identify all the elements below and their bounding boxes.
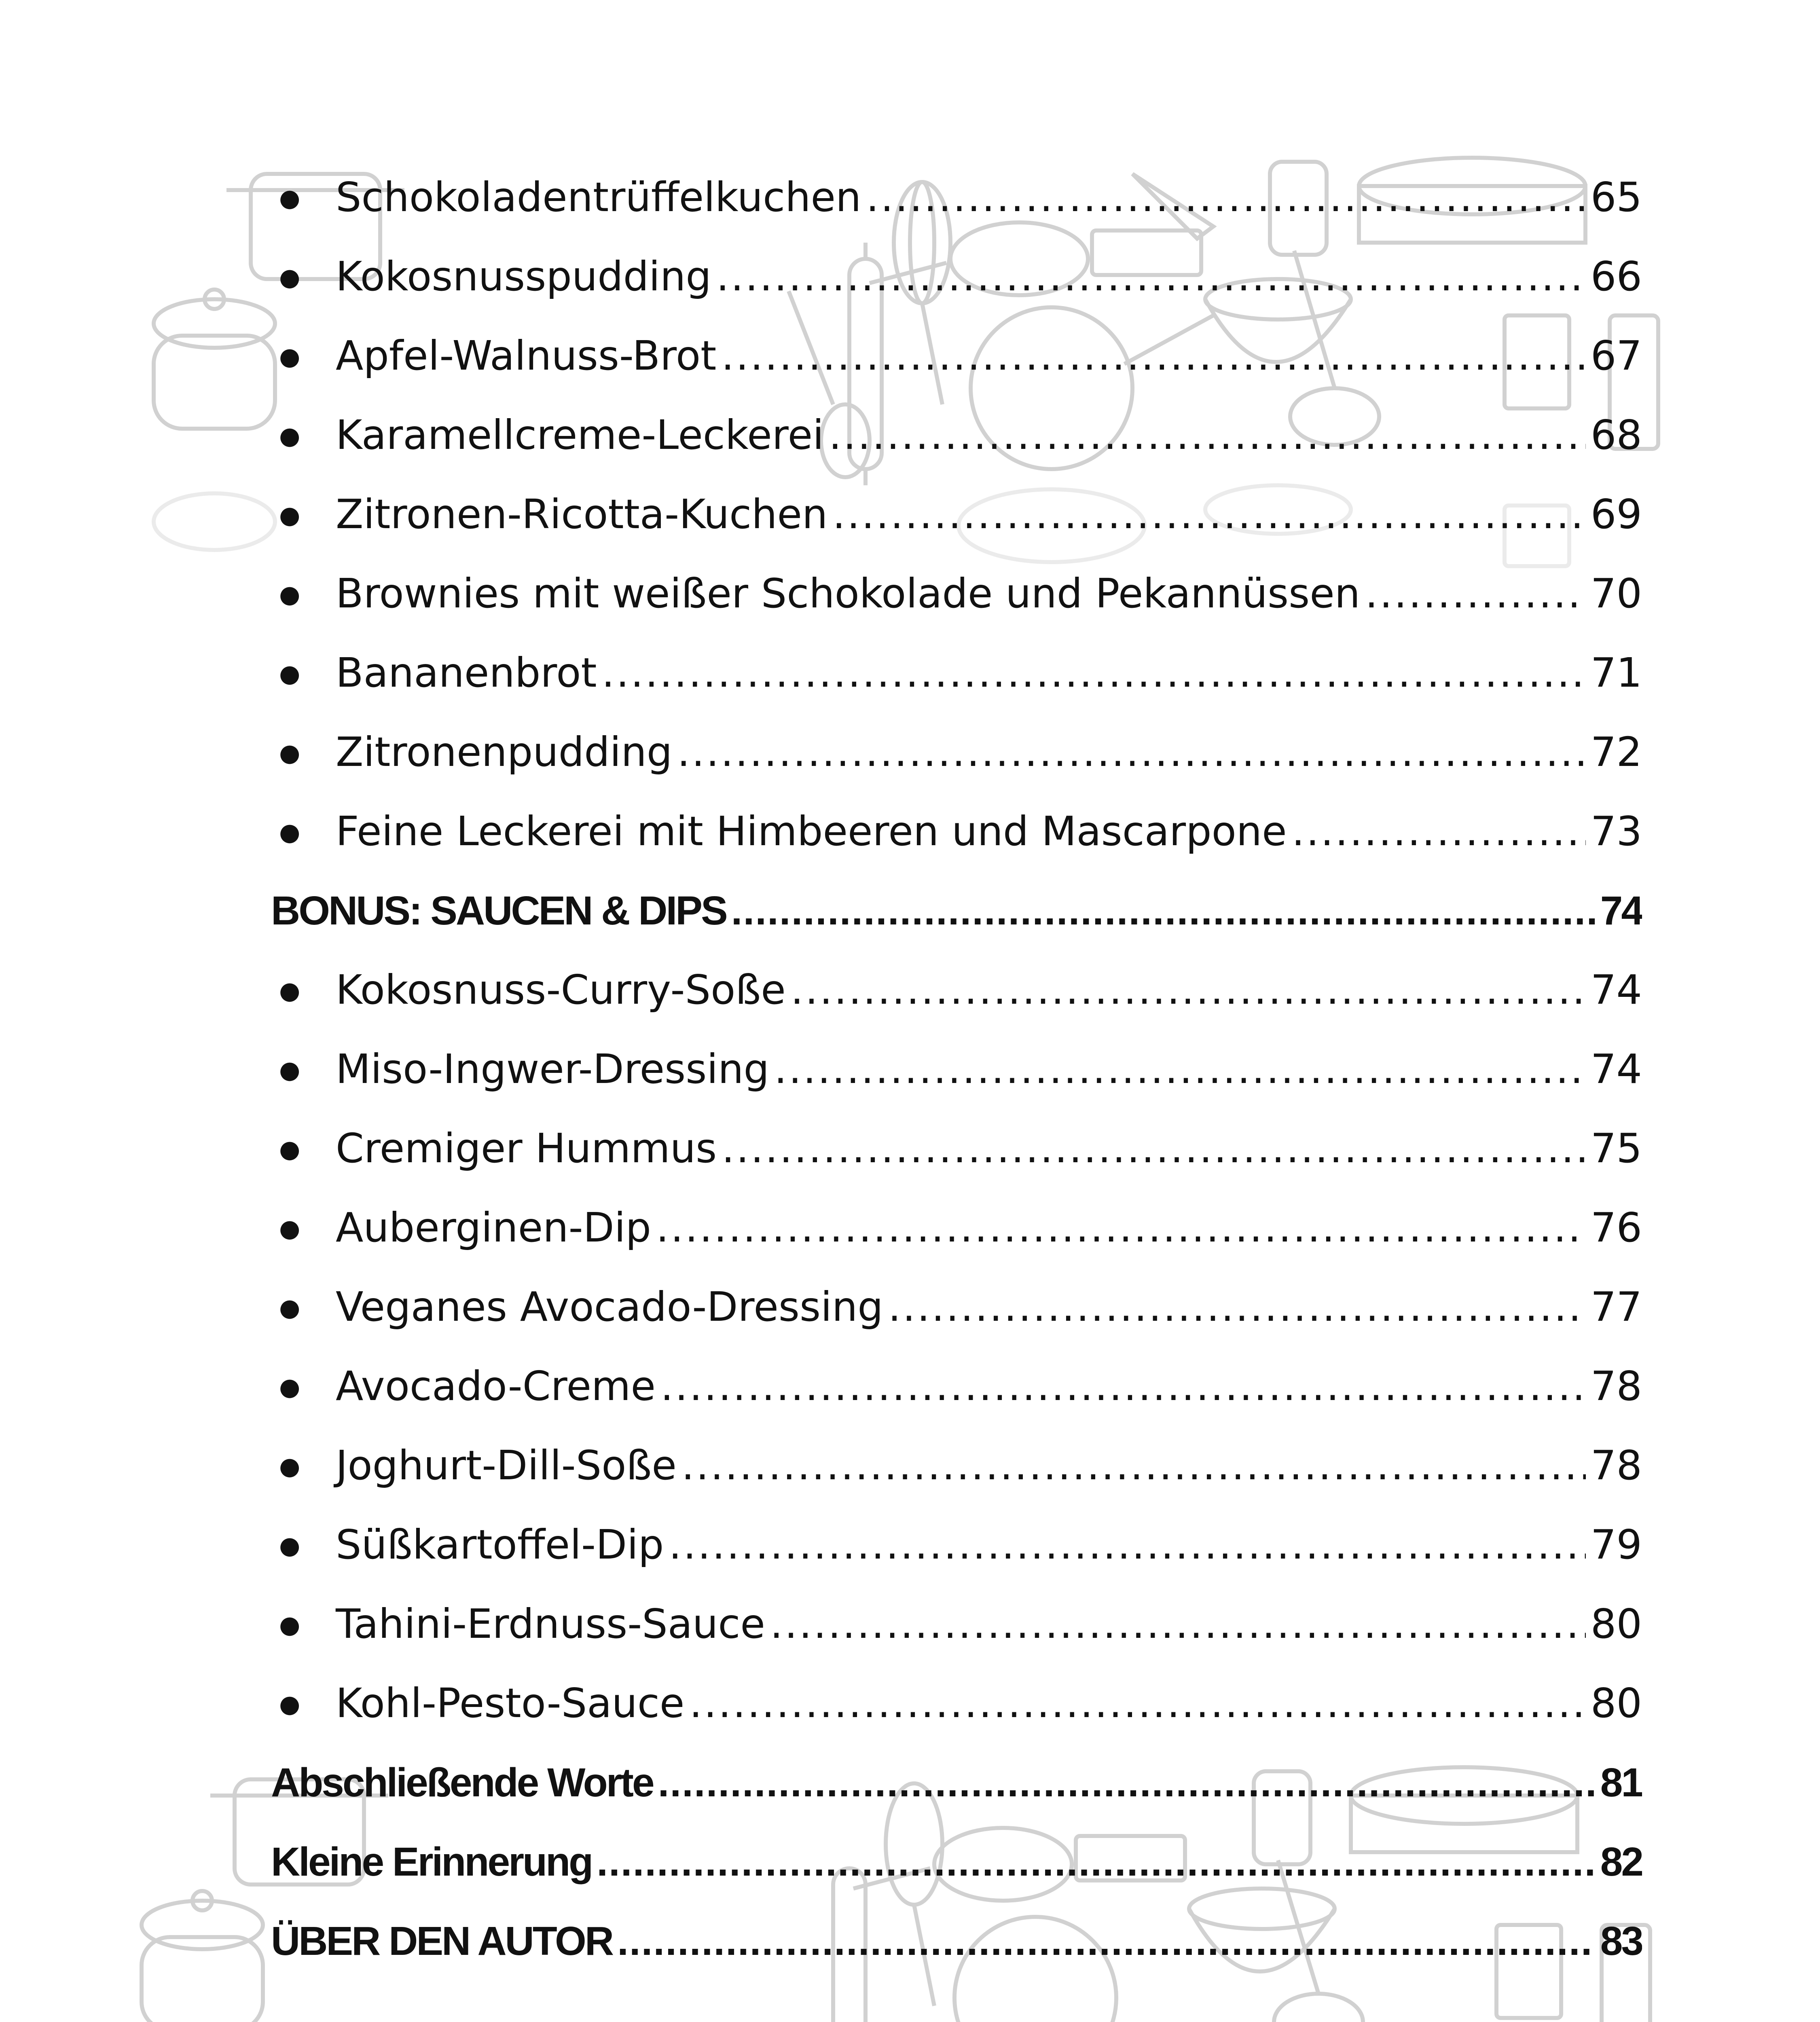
toc-page-number: 68	[1590, 411, 1642, 459]
toc-entry-label: Avocado-Creme	[336, 1362, 656, 1410]
toc-page-number: 83	[1600, 1918, 1642, 1964]
dot-leader	[770, 1584, 1586, 1664]
toc-page-number: 69	[1590, 491, 1642, 538]
bullet-icon: ●	[279, 1214, 301, 1243]
toc-entry-label: ÜBER DEN AUTOR	[271, 1918, 613, 1964]
toc-page-number: 78	[1590, 1362, 1642, 1410]
toc-page-number: 73	[1590, 808, 1642, 855]
toc-entry-label: BONUS: SAUCEN & DIPS	[271, 888, 726, 933]
dot-leader	[774, 1030, 1586, 1109]
toc-entry[interactable]	[271, 950, 1642, 1030]
toc-entry-label: Süßkartoffel-Dip	[336, 1521, 664, 1568]
bullet-icon: ●	[279, 1531, 301, 1560]
toc-entry-label: Kokosnusspudding	[336, 253, 711, 300]
toc-entry[interactable]	[271, 1267, 1642, 1347]
toc-page-number: 67	[1590, 332, 1642, 379]
toc-entry[interactable]	[271, 475, 1642, 554]
dot-leader	[721, 316, 1585, 396]
toc-entry-label: Abschließende Worte	[271, 1760, 653, 1805]
toc-page-number: 70	[1590, 570, 1642, 617]
toc-entry-label: Apfel-Walnuss-Brot	[336, 332, 717, 379]
toc-entry[interactable]	[271, 1030, 1642, 1109]
toc-entry-label: Auberginen-Dip	[336, 1204, 652, 1251]
bullet-icon: ●	[279, 263, 301, 292]
toc-page-number: 71	[1590, 649, 1642, 696]
toc-entry[interactable]	[271, 396, 1642, 475]
dot-leader	[832, 475, 1585, 554]
dot-leader	[656, 1188, 1586, 1267]
dot-leader	[722, 1109, 1586, 1188]
toc-page-number: 80	[1590, 1679, 1642, 1727]
toc-entry[interactable]	[271, 1347, 1642, 1426]
toc-entry-label: Brownies mit weißer Schokolade und Pekannüssen	[336, 570, 1361, 617]
toc-entry-label: Joghurt-Dill-Soße	[336, 1442, 677, 1489]
bullet-icon: ●	[279, 1373, 301, 1401]
toc-entry-label: Bananenbrot	[336, 649, 597, 696]
toc-entry-label: Zitronenpudding	[336, 728, 673, 776]
dot-leader	[866, 158, 1585, 237]
dot-leader	[658, 1743, 1596, 1822]
toc-section-entry[interactable]	[271, 1822, 1642, 1901]
toc-entry-label: Karamellcreme-Leckerei	[336, 411, 824, 459]
toc-entry[interactable]	[271, 316, 1642, 396]
toc-page-number: 75	[1590, 1125, 1642, 1172]
dot-leader	[669, 1505, 1585, 1584]
dot-leader	[1292, 792, 1586, 871]
toc-page-number: 80	[1590, 1600, 1642, 1648]
bullet-icon: ●	[279, 1294, 301, 1322]
dot-leader	[660, 1347, 1586, 1426]
toc-entry[interactable]	[271, 237, 1642, 316]
bullet-icon: ●	[279, 343, 301, 371]
toc-page-number: 76	[1590, 1204, 1642, 1251]
toc-entry[interactable]	[271, 633, 1642, 713]
bullet-icon: ●	[279, 1452, 301, 1481]
toc-page-number: 77	[1590, 1283, 1642, 1330]
bullet-icon: ●	[279, 580, 301, 609]
dot-leader	[716, 237, 1586, 316]
dot-leader	[617, 1901, 1596, 1981]
dot-leader	[1365, 554, 1586, 633]
lidded-pot-icon	[142, 1891, 263, 2022]
bullet-icon: ●	[279, 1135, 301, 1163]
toc-entry[interactable]	[271, 1505, 1642, 1584]
bullet-icon: ●	[279, 184, 301, 212]
bullet-icon: ●	[279, 977, 301, 1005]
dot-leader	[791, 950, 1586, 1030]
toc-entry-label: Feine Leckerei mit Himbeeren und Mascarpone	[336, 808, 1287, 855]
toc-entry-label: Schokoladentrüffelkuchen	[336, 173, 861, 221]
toc-entry[interactable]	[271, 554, 1642, 633]
toc-page-number: 65	[1590, 173, 1642, 221]
toc-page-number: 74	[1590, 966, 1642, 1013]
toc-entry-label: Tahini-Erdnuss-Sauce	[336, 1600, 765, 1648]
toc-entry-label: Miso-Ingwer-Dressing	[336, 1045, 770, 1093]
bullet-icon: ●	[279, 1690, 301, 1718]
toc-page-number: 81	[1600, 1760, 1642, 1805]
dot-leader	[689, 1664, 1585, 1743]
toc-entry[interactable]	[271, 1109, 1642, 1188]
toc-entry-label: Kohl-Pesto-Sauce	[336, 1679, 685, 1727]
toc-page-number: 74	[1600, 888, 1642, 933]
toc-page-number: 66	[1590, 253, 1642, 300]
bullet-icon: ●	[279, 660, 301, 688]
bullet-icon: ●	[279, 1611, 301, 1639]
toc-page-number: 72	[1590, 728, 1642, 776]
toc-entry-label: Veganes Avocado-Dressing	[336, 1283, 883, 1330]
toc-entry[interactable]	[271, 713, 1642, 792]
dot-leader	[888, 1267, 1586, 1347]
toc-entry-label: Kokosnuss-Curry-Soße	[336, 966, 786, 1013]
table-of-contents	[271, 158, 1642, 1981]
lidded-pot-icon	[154, 290, 275, 429]
bullet-icon: ●	[279, 818, 301, 846]
dot-leader	[829, 396, 1586, 475]
bullet-icon: ●	[279, 501, 301, 529]
dot-leader	[677, 713, 1585, 792]
dot-leader	[602, 633, 1586, 713]
toc-page-number: 82	[1600, 1839, 1642, 1885]
bullet-icon: ●	[279, 1056, 301, 1084]
toc-entry[interactable]	[271, 1584, 1642, 1664]
toc-entry[interactable]	[271, 158, 1642, 237]
toc-section-entry[interactable]	[271, 1901, 1642, 1981]
dot-leader	[681, 1426, 1586, 1505]
toc-entry-label: Zitronen-Ricotta-Kuchen	[336, 491, 828, 538]
dot-leader	[731, 871, 1596, 950]
bullet-icon: ●	[279, 739, 301, 767]
toc-entry[interactable]	[271, 1426, 1642, 1505]
toc-section-entry[interactable]	[271, 871, 1642, 950]
toc-entry-label: Cremiger Hummus	[336, 1125, 717, 1172]
toc-entry[interactable]	[271, 1188, 1642, 1267]
toc-section-entry[interactable]	[271, 1743, 1642, 1822]
toc-entry[interactable]	[271, 792, 1642, 871]
toc-entry-label: Kleine Erinnerung	[271, 1839, 592, 1885]
toc-page-number: 79	[1590, 1521, 1642, 1568]
dot-leader	[597, 1822, 1596, 1901]
bullet-icon: ●	[279, 422, 301, 450]
toc-page-number: 74	[1590, 1045, 1642, 1093]
toc-page-number: 78	[1590, 1442, 1642, 1489]
toc-entry[interactable]	[271, 1664, 1642, 1743]
